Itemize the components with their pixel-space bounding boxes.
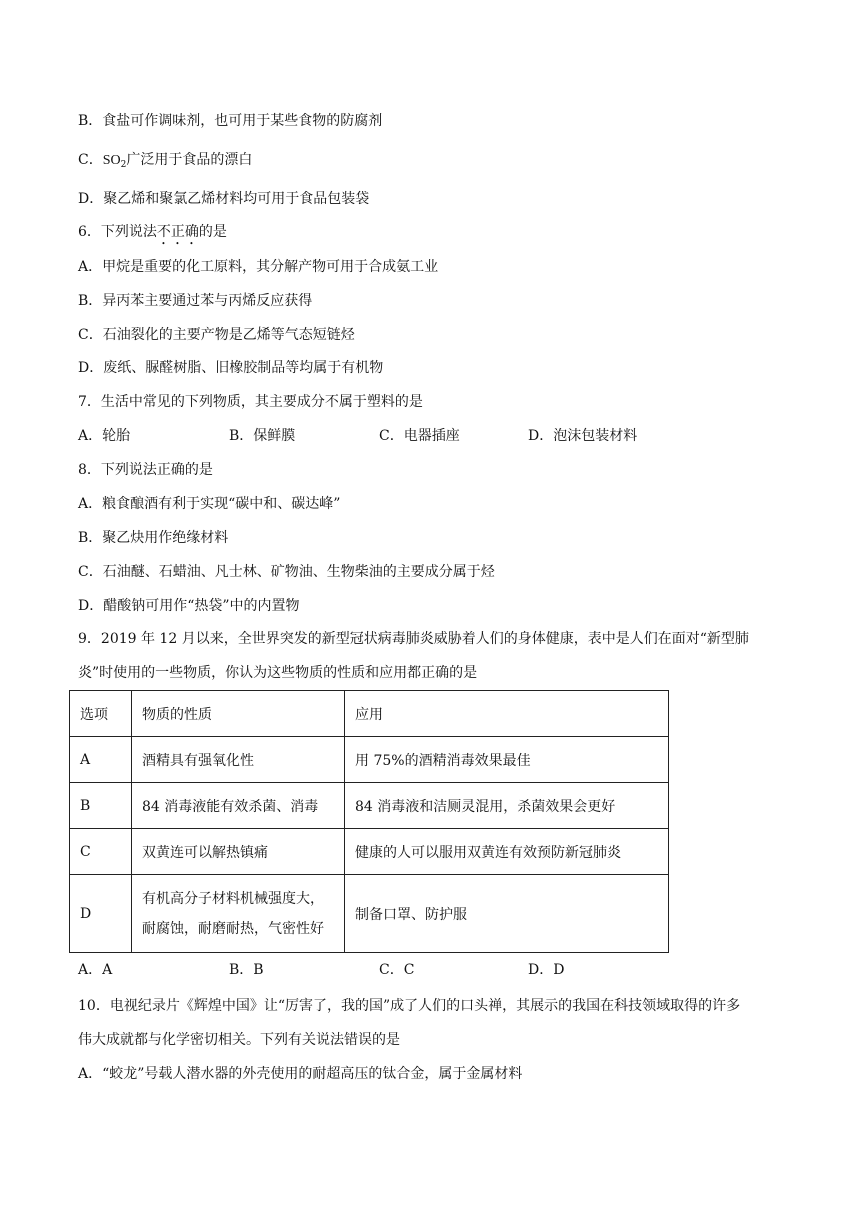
q7-option-b: B．保鲜膜 bbox=[229, 428, 296, 444]
table-row bbox=[70, 829, 669, 875]
q9-option-d: D．D bbox=[528, 962, 565, 978]
table-header-row bbox=[70, 691, 669, 737]
table-cell: D bbox=[70, 875, 132, 953]
q9-stem-line2: 炎”时使用的一些物质，你认为这些物质的性质和应用都正确的是 bbox=[78, 665, 478, 681]
q5-option-c-prefix: C． bbox=[78, 152, 103, 168]
table-cell: C bbox=[70, 829, 132, 875]
q9-option-a: A．A bbox=[78, 962, 113, 978]
table-row bbox=[70, 737, 669, 783]
table-header-cell: 应用 bbox=[345, 691, 669, 737]
q5-option-c-subscript: 2 bbox=[120, 160, 127, 170]
q6-option-c: C．石油裂化的主要产物是乙烯等气态短链烃 bbox=[78, 327, 355, 343]
q6-option-b: B．异丙苯主要通过苯与丙烯反应获得 bbox=[78, 293, 313, 309]
q10-option-a: A．“蛟龙”号载人潜水器的外壳使用的耐超高压的钛合金，属于金属材料 bbox=[78, 1066, 523, 1082]
q6-option-a: A．甲烷是重要的化工原料，其分解产物可用于合成氨工业 bbox=[78, 259, 439, 275]
table-cell: 健康的人可以服用双黄连有效预防新冠肺炎 bbox=[345, 829, 669, 875]
q8-option-a: A．粮食酿酒有利于实现“碳中和、碳达峰” bbox=[78, 496, 341, 512]
table-cell: B bbox=[70, 783, 132, 829]
q6-stem bbox=[78, 222, 227, 248]
table-cell: 制备口罩、防护服 bbox=[345, 875, 669, 953]
table-header-cell: 物质的性质 bbox=[132, 691, 345, 737]
q9-option-b: B．B bbox=[229, 962, 264, 978]
q10-stem-line1: 10．电视纪录片《辉煌中国》让“厉害了，我的国”成了人们的口头禅，其展示的我国在科技领域取得的许多 bbox=[78, 998, 741, 1014]
table-cell: 84 消毒液和洁厕灵混用，杀菌效果会更好 bbox=[345, 783, 669, 829]
table-cell: 用 75%的酒精消毒效果最佳 bbox=[345, 737, 669, 783]
q10-stem-line2: 伟大成就都与化学密切相关。下列有关说法错误的是 bbox=[78, 1032, 400, 1048]
q6-stem-emphasis: 不正确 bbox=[156, 224, 199, 240]
q9-option-c: C．C bbox=[379, 962, 415, 978]
q5-option-c-text: 广泛用于食品的漂白 bbox=[126, 152, 253, 168]
q8-option-b: B．聚乙炔用作绝缘材料 bbox=[78, 530, 229, 546]
table-cell: 84 消毒液能有效杀菌、消毒 bbox=[132, 783, 345, 829]
q8-stem: 8．下列说法正确的是 bbox=[78, 462, 213, 478]
table-header-cell: 选项 bbox=[70, 691, 132, 737]
q7-stem: 7．生活中常见的下列物质，其主要成分不属于塑料的是 bbox=[78, 394, 423, 410]
q7-option-a: A．轮胎 bbox=[78, 428, 131, 444]
q6-stem-post: 的是 bbox=[198, 224, 227, 240]
q7-option-c: C．电器插座 bbox=[379, 428, 460, 444]
table-cell: 双黄连可以解热镇痛 bbox=[132, 829, 345, 875]
table-cell: 酒精具有强氧化性 bbox=[132, 737, 345, 783]
q6-option-d: D．废纸、脲醛树脂、旧橡胶制品等均属于有机物 bbox=[78, 360, 384, 376]
q8-option-c: C．石油醚、石蜡油、凡士林、矿物油、生物柴油的主要成分属于烃 bbox=[78, 564, 495, 580]
table-cell: 有机高分子材料机械强度大，耐腐蚀，耐磨耐热，气密性好 bbox=[132, 875, 345, 953]
q7-option-d: D．泡沫包装材料 bbox=[528, 428, 638, 444]
q5-option-c-formula: SO bbox=[102, 153, 121, 168]
table-cell: A bbox=[70, 737, 132, 783]
q6-stem-pre: 6．下列说法 bbox=[78, 224, 157, 240]
q5-option-c bbox=[78, 150, 252, 175]
q5-option-d: D．聚乙烯和聚氯乙烯材料均可用于食品包装袋 bbox=[78, 191, 370, 207]
table-row bbox=[70, 875, 669, 953]
q8-option-d: D．醋酸钠可用作“热袋”中的内置物 bbox=[78, 598, 300, 614]
table-row bbox=[70, 783, 669, 829]
q9-stem-line1: 9．2019 年 12 月以来，全世界突发的新型冠状病毒肺炎威胁着人们的身体健康，表中是人们在面对“新型肺 bbox=[78, 631, 749, 647]
q5-option-b: B．食盐可作调味剂，也可用于某些食物的防腐剂 bbox=[78, 113, 383, 129]
q9-table bbox=[69, 690, 669, 953]
